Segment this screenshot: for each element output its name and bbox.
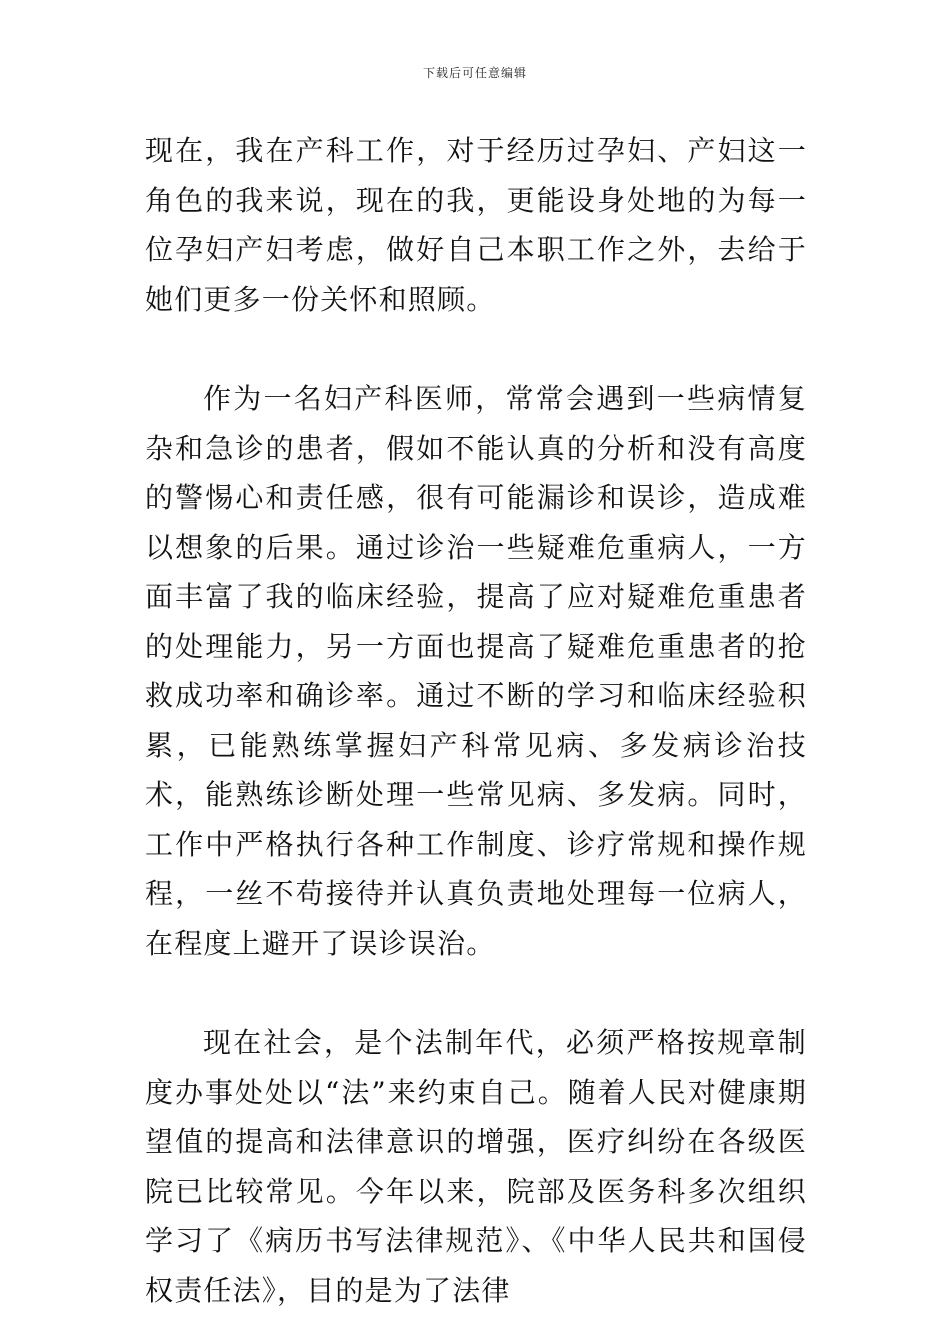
paragraph-3: 现在社会，是个法制年代，必须严格按规章制度办事处处以“法”来约束自己。随着人民对健康期望值的提高和法律意识的增强，医疗纠纷在各级医院已比较常见。今年以来，院部及医务科多次组织学习了《病历书写法律规范》、《中华人民共和国侵权责任法》，目的是为了法律 (145, 1026, 807, 1307)
document-body (145, 126, 807, 1315)
page-header-note: 下载后可任意编辑 (422, 66, 527, 80)
paragraph-spacer (145, 968, 807, 1018)
paragraph-1: 现在，我在产科工作，对于经历过孕妇、产妇这一角色的我来说，现在的我，更能设身处地的为每一位孕妇产妇考虑，做好自己本职工作之外，去给于她们更多一份关怀和照顾。 (145, 134, 807, 316)
paragraph-spacer (145, 324, 807, 374)
paragraph-2: 作为一名妇产科医师，常常会遇到一些病情复杂和急诊的患者，假如不能认真的分析和没有高度的警惕心和责任感，很有可能漏诊和误诊，造成难以想象的后果。通过诊治一些疑难危重病人，一方面丰富了我的临床经验，提高了应对疑难危重患者的处理能力，另一方面也提高了疑难危重患者的抢救成功率和确诊率。通过不断的学习和临床经验积累，已能熟练掌握妇产科常见病、多发病诊治技术，能熟练诊断处理一些常见病、多发病。同时，工作中严格执行各种工作制度、诊疗常规和操作规程，一丝不苟接待并认真负责地处理每一位病人，在程度上避开了误诊误治。 (145, 382, 807, 960)
